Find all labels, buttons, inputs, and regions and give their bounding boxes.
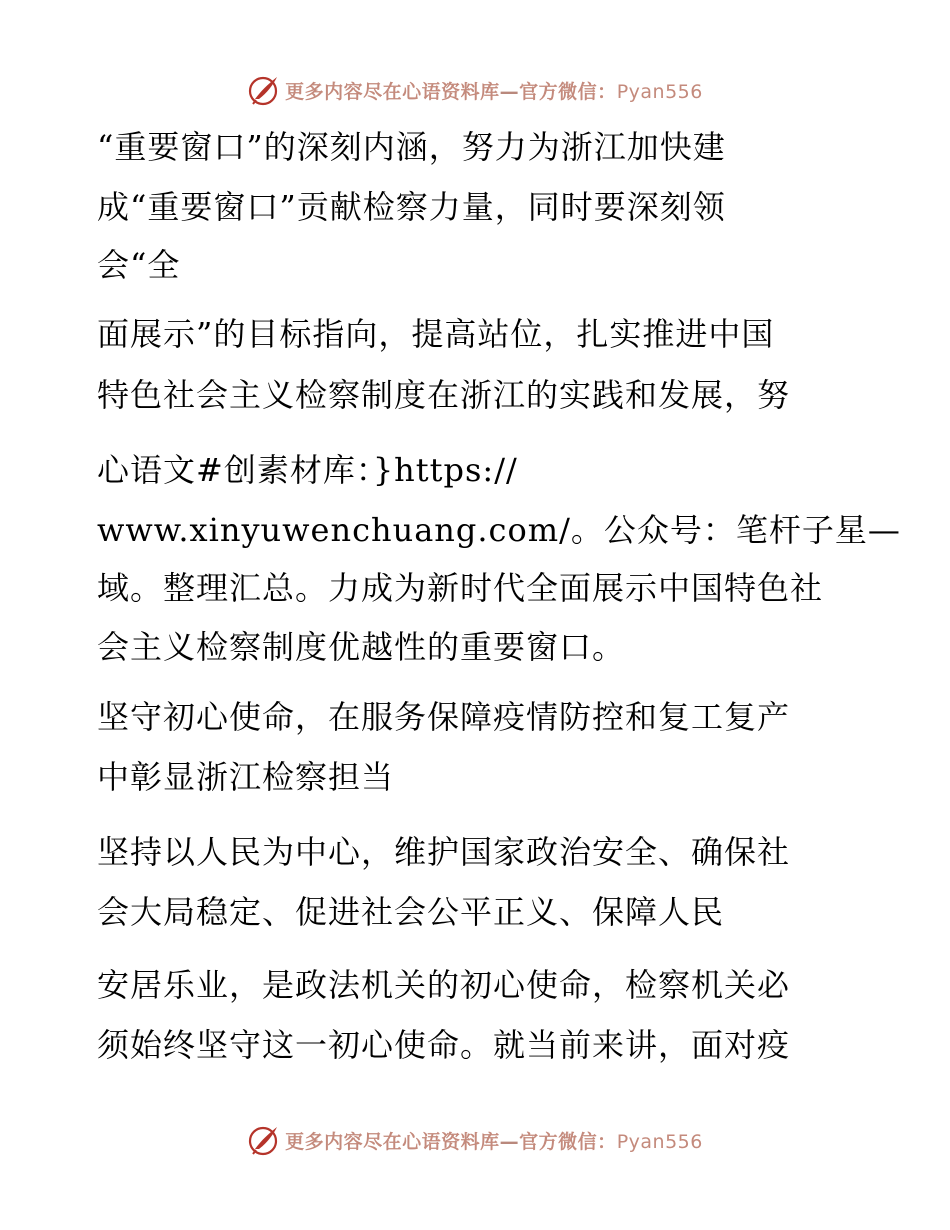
header-wechat-label: 官方微信： <box>519 80 617 103</box>
header-promo-text: 更多内容尽在心语资料库 <box>285 80 500 103</box>
footer-promo <box>285 1127 703 1154</box>
text-line: 域。整理汇总。力成为新时代全面展示中国特色社 <box>97 569 824 607</box>
red-quill-logo-icon <box>247 1123 281 1157</box>
text-line: 会主义检察制度优越性的重要窗口。 <box>97 628 626 666</box>
text-line: “重要窗口”的深刻内涵，努力为浙江加快建 <box>97 128 726 166</box>
text-line: 会“全 <box>97 246 181 284</box>
text-line: 心语文#创素材库：}https:// <box>97 451 518 489</box>
text-line: 成“重要窗口”贡献检察力量，同时要深刻领 <box>97 188 726 226</box>
footer-banner <box>0 1118 950 1162</box>
text-line: 中彰显浙江检察担当 <box>97 758 395 796</box>
header-wechat-id: Pyan556 <box>616 80 703 103</box>
text-line: 坚持以人民为中心，维护国家政治安全、确保社 <box>97 833 791 871</box>
footer-wechat-label: 官方微信： <box>519 1130 617 1153</box>
text-line: www.xinyuwenchuang.com/。公众号：笔杆子星— <box>97 511 901 549</box>
header-separator: — <box>499 80 520 103</box>
text-line: 须始终坚守这一初心使命。就当前来讲，面对疫 <box>97 1026 791 1064</box>
text-line: 特色社会主义检察制度在浙江的实践和发展，努 <box>97 376 791 414</box>
text-line: 面展示”的目标指向，提高站位，扎实推进中国 <box>97 315 775 353</box>
text-line: 坚守初心使命，在服务保障疫情防控和复工复产 <box>97 698 791 736</box>
footer-wechat-id: Pyan556 <box>616 1130 703 1153</box>
footer-promo-text: 更多内容尽在心语资料库 <box>285 1130 500 1153</box>
footer-separator: — <box>499 1130 520 1153</box>
text-line: 会大局稳定、促进社会公平正义、保障人民 <box>97 893 725 931</box>
text-line: 安居乐业，是政法机关的初心使命，检察机关必 <box>97 966 791 1004</box>
